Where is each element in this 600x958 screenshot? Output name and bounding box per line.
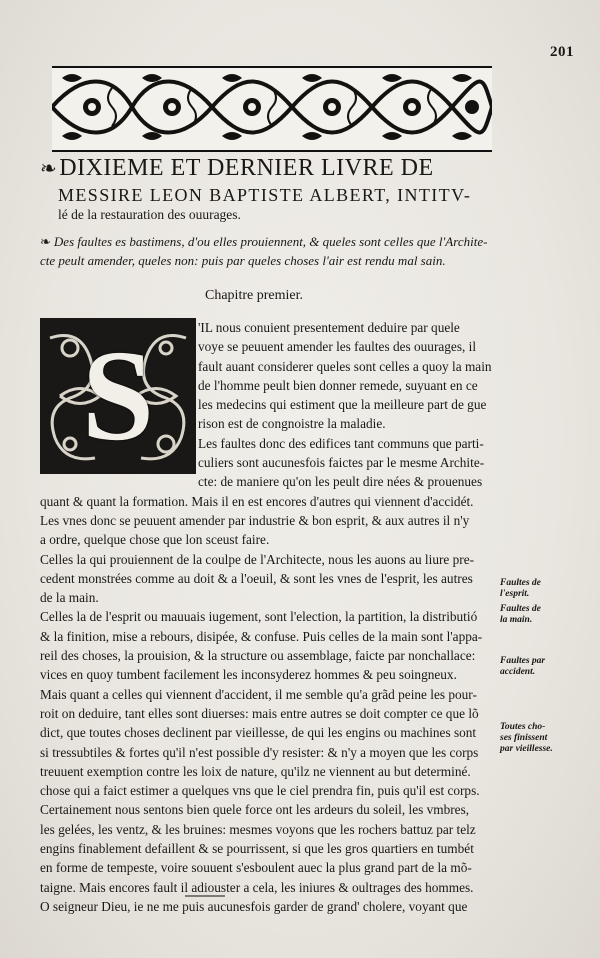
fleuron-icon: ❧ bbox=[40, 158, 58, 180]
body-line: Les vnes donc se peuuent amender par industrie & bon esprit, & aux autres il n'y bbox=[40, 512, 470, 528]
book-title-line-3: lé de la restauration des ouurages. bbox=[58, 207, 241, 222]
body-line: reil des choses, la prouision, & la structure ou assemblage, faicte par nonchallace: bbox=[40, 648, 476, 664]
ornamental-headpiece bbox=[52, 66, 492, 152]
body-line: a ordre, quelque chose que lon sceust faire. bbox=[40, 532, 270, 548]
body-line: les medecins qui estiment que la meilleure part de gue bbox=[198, 397, 487, 413]
body-line: O seigneur Dieu, ie ne me puis aucunesfois garder de grand' cholere, voyant que bbox=[40, 898, 468, 914]
body-line: chose qui a faict estimer a quelques vns que le ciel prendra fin, puis qu'il est corps. bbox=[40, 783, 480, 799]
margin-note: Faultes par accident. bbox=[500, 656, 546, 677]
body-line: les gelées, les ventz, & les bruines: mesmes voyons que les rochers battuz par telz bbox=[40, 821, 476, 837]
body-line: engins finablement defaillent & se pourrissent, si que les gros quartiers en tumbét bbox=[40, 841, 474, 857]
body-line: treuuent exemption contre les loix de nature, qu'ilz ne viennent au but determiné. bbox=[40, 763, 471, 779]
body-text bbox=[40, 318, 500, 916]
body-line: Les faultes donc des edifices tant communs que parti- bbox=[198, 435, 484, 451]
body-line: cte: de maniere qu'on les peult dire nées & prouenues bbox=[198, 474, 483, 490]
fleuron-icon: ❧ bbox=[40, 234, 51, 249]
body-line: rison est de congnoistre la maladie. bbox=[198, 416, 386, 432]
book-title-line-1: ❧DIXIEME ET DERNIER LIVRE DE bbox=[40, 155, 434, 181]
body-line: 'IL nous conuient presentement deduire par quele bbox=[198, 320, 460, 335]
body-line: quant & quant la formation. Mais il en est encores d'autres qui viennent d'accidét. bbox=[40, 493, 474, 509]
margin-note: Faultes de la main. bbox=[500, 604, 541, 625]
chapter-heading: Chapitre premier. bbox=[205, 288, 303, 303]
body-line: voye se peuuent amender les faultes des ouurages, il bbox=[198, 339, 477, 355]
body-line: culiers sont aucunesfois faictes par le mesme Archite- bbox=[198, 455, 485, 471]
margin-note: Faultes de l'esprit. bbox=[500, 578, 541, 599]
body-line: Celles la de l'esprit ou mauuais iugement, sont l'election, la partition, la distributió bbox=[40, 609, 478, 625]
body-line: Mais quant a celles qui viennent d'accident, il me semble qu'a grãd peine les pour- bbox=[40, 686, 477, 702]
chapter-subject: ❧ Des faultes es bastimens, d'ou elles prouiennent, & queles sont celles que l'Archite- cte peult amender, queles non: puis par queles choses l'air est rendu mal sain. bbox=[40, 234, 488, 268]
initial-letter: S bbox=[81, 324, 155, 468]
body-line: en forme de tempeste, voire souuent s'esboulent auec la plus grand part de la mõ- bbox=[40, 860, 472, 876]
body-line: taigne. Mais encores fault il adiouster a cela, les iniures & oultrages des hommes. bbox=[40, 879, 474, 895]
page-number: 201 bbox=[550, 44, 574, 60]
body-line: cedent monstrées comme au doit & a l'oeuil, & sont les vnes de l'esprit, les autres bbox=[40, 570, 473, 586]
body-line: dict, que toutes choses declinent par vieillesse, de qui les engins ou machines sont bbox=[40, 725, 477, 741]
ink-smudge bbox=[185, 893, 225, 899]
body-line: roit on deduire, tant elles sont diuerses: mais entre autres se doit compter ce que lõ bbox=[40, 705, 479, 721]
body-line: Certainement nous sentons bien quele force ont les ardeurs du soleil, les vmbres, bbox=[40, 802, 470, 818]
body-line: fault auant considerer queles sont celles a quoy la main bbox=[198, 358, 492, 374]
margin-note: Toutes cho- ses finissent par vieillesse. bbox=[500, 722, 553, 754]
body-line: de l'homme peult bien donner remede, suyuant en ce bbox=[198, 377, 478, 393]
body-line: vices en quoy tumbent facilement les inconsyderez hommes & peu soingneux. bbox=[40, 667, 457, 683]
book-title-line-2: MESSIRE LEON BAPTISTE ALBERT, INTITV- bbox=[58, 185, 472, 205]
body-line: si tressubtiles & fortes qu'il n'est possible d'y resister: & n'y a moyen que les corps bbox=[40, 744, 479, 760]
body-line: de la main. bbox=[40, 590, 99, 606]
body-line: & la finition, mise a rebours, disipée, & confuse. Puis celles de la main sont l'appa- bbox=[40, 628, 483, 644]
body-line: Celles la qui prouiennent de la coulpe de l'Architecte, nous les auons au liure pre- bbox=[40, 551, 475, 567]
